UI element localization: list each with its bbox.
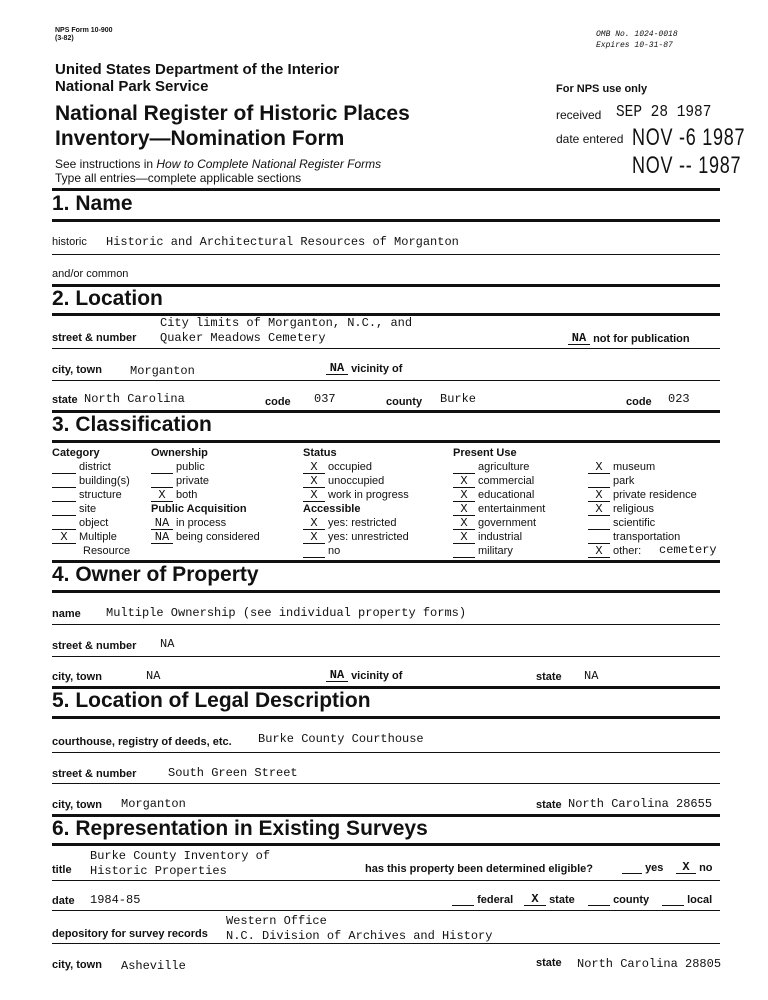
survey-title-label: title [52, 864, 72, 876]
checkbox-blank[interactable] [52, 461, 76, 474]
ownership-heading: Ownership [151, 447, 208, 459]
rule [52, 656, 720, 657]
form-title-line1: National Register of Historic Places [55, 102, 410, 125]
checkbox-label: public [176, 461, 205, 473]
checkbox-option[interactable] [453, 530, 522, 544]
checkbox-label: agriculture [478, 461, 530, 473]
checkbox-option[interactable] [303, 544, 340, 558]
county-value: Burke [440, 392, 477, 406]
checkbox-blank[interactable]: X [303, 461, 325, 474]
checkbox-label: work in progress [328, 489, 409, 501]
checkbox-blank[interactable]: X [151, 489, 173, 502]
checkbox-option[interactable] [52, 460, 111, 474]
checkbox-label: transportation [613, 531, 681, 543]
not-for-publication: NA not for publication [568, 332, 690, 345]
checkbox-label: museum [613, 461, 656, 473]
checkbox-label: building(s) [79, 475, 130, 487]
legal-state-value: North Carolina 28655 [568, 797, 713, 811]
vicinity-blank: NA [326, 362, 348, 375]
checkbox-blank[interactable] [52, 489, 76, 502]
date-entered-stamp-2: NOV ‑‑ 1987 [632, 152, 742, 179]
checkbox-label: government [478, 517, 537, 529]
present-use-heading: Present Use [453, 447, 517, 459]
department-name: United States Department of the Interior [55, 61, 340, 78]
checkbox-option[interactable] [52, 516, 108, 530]
checkbox-blank[interactable]: X [303, 531, 325, 544]
depository-state-label: state [536, 957, 562, 969]
checkbox-blank[interactable]: X [588, 489, 610, 502]
no-blank: X [676, 861, 696, 874]
checkbox-option[interactable] [52, 502, 96, 516]
state-blank: X [524, 893, 546, 906]
city-value: Morganton [130, 364, 195, 378]
eligible-question: has this property been determined eligible? [365, 863, 593, 875]
checkbox-option[interactable] [588, 474, 634, 488]
checkbox-label: being considered [176, 531, 260, 543]
depository-line2: N.C. Division of Archives and History [226, 929, 493, 943]
section-1-heading: 1. Name [52, 192, 133, 215]
owner-state-label: state [536, 671, 562, 683]
checkbox-label: Multiple [79, 531, 117, 543]
checkbox-label: religious [613, 503, 654, 515]
checkbox-blank[interactable]: X [588, 545, 610, 558]
checkbox-blank[interactable]: X [303, 517, 325, 530]
checkbox-label: yes: restricted [328, 517, 397, 529]
owner-name-label: name [52, 608, 81, 620]
rule [52, 880, 720, 881]
state-value: North Carolina [84, 392, 185, 406]
checkbox-blank[interactable]: NA [151, 531, 173, 544]
checkbox-label: industrial [478, 531, 523, 543]
owner-street-label: street & number [52, 640, 137, 652]
level-federal: federal [452, 893, 513, 906]
state-label: state [52, 394, 78, 406]
eligible-no: X no [676, 861, 713, 874]
checkbox-label: yes: unrestricted [328, 531, 409, 543]
nfp-blank: NA [568, 332, 590, 345]
section-3-heading: 3. Classification [52, 413, 212, 436]
level-state: X state [524, 893, 575, 906]
county-label: county [386, 396, 423, 408]
checkbox-option[interactable] [303, 460, 372, 474]
checkbox-option[interactable] [151, 516, 226, 530]
rule [52, 380, 720, 381]
checkbox-label: no [328, 545, 341, 557]
category-extra: Resource [83, 545, 131, 557]
legal-city-value: Morganton [121, 797, 186, 811]
checkbox-option[interactable] [453, 544, 513, 558]
depository-state-value: North Carolina 28805 [577, 957, 722, 971]
checkbox-blank[interactable]: X [588, 461, 610, 474]
survey-date-value: 1984-85 [90, 893, 141, 907]
city-label: city, town [52, 364, 102, 376]
checkbox-blank[interactable] [588, 531, 610, 544]
owner-city-label: city, town [52, 671, 102, 683]
local-blank [662, 893, 684, 906]
vicinity: NA vicinity of [326, 362, 402, 375]
form-title-line2: Inventory—Nomination Form [55, 127, 345, 150]
checkbox-option[interactable] [303, 488, 409, 502]
checkbox-blank[interactable] [52, 517, 76, 530]
courthouse-value: Burke County Courthouse [258, 732, 424, 746]
checkbox-option[interactable] [151, 474, 209, 488]
checkbox-blank[interactable] [588, 517, 610, 530]
section-3-rule [52, 440, 720, 443]
instructions-line1: See instructions in How to Complete National Register Forms [55, 157, 382, 171]
checkbox-option[interactable] [52, 474, 130, 488]
checkbox-option[interactable] [52, 530, 117, 544]
checkbox-blank[interactable]: X [303, 489, 325, 502]
checkbox-label: in process [176, 517, 227, 529]
depository-label: depository for survey records [52, 928, 208, 940]
street-line2: Quaker Meadows Cemetery [160, 331, 326, 345]
checkbox-blank[interactable] [52, 475, 76, 488]
section-4-heading: 4. Owner of Property [52, 563, 259, 586]
legal-street-label: street & number [52, 768, 137, 780]
checkbox-option[interactable] [588, 516, 655, 530]
checkbox-option[interactable] [453, 488, 534, 502]
historic-label: historic [52, 236, 87, 248]
street-line1: City limits of Morganton, N.C., and [160, 316, 413, 330]
owner-city-value: NA [146, 669, 161, 683]
date-entered-stamp: NOV -6 1987 [632, 124, 746, 151]
checkbox-option[interactable] [52, 488, 122, 502]
section-5-heading: 5. Location of Legal Description [52, 689, 371, 712]
service-name: National Park Service [55, 78, 209, 95]
county-blank [588, 893, 610, 906]
level-local: local [662, 893, 712, 906]
owner-state-value: NA [584, 669, 599, 683]
survey-title-line1: Burke County Inventory of [90, 849, 271, 863]
checkbox-option[interactable] [588, 544, 641, 558]
eligible-yes: yes [622, 861, 663, 874]
checkbox-label: commercial [478, 475, 535, 487]
checkbox-option[interactable] [151, 530, 260, 544]
checkbox-label: object [79, 517, 109, 529]
legal-city-label: city, town [52, 799, 102, 811]
checkbox-option[interactable] [588, 488, 697, 502]
checkbox-label: private residence [613, 489, 697, 501]
checkbox-option[interactable] [453, 460, 529, 474]
checkbox-blank[interactable] [303, 545, 325, 558]
checkbox-option[interactable] [453, 474, 534, 488]
checkbox-blank[interactable] [453, 461, 475, 474]
checkbox-option[interactable] [453, 516, 536, 530]
level-county: county [588, 893, 649, 906]
accessible-heading: Accessible [303, 503, 361, 515]
owner-vicinity-blank: NA [326, 669, 348, 682]
checkbox-label: scientific [613, 517, 656, 529]
section-6-rule [52, 843, 720, 846]
depository-city-label: city, town [52, 959, 102, 971]
checkbox-label: military [478, 545, 513, 557]
checkbox-blank[interactable] [151, 475, 173, 488]
rule [52, 910, 720, 911]
rule [52, 624, 720, 625]
checkbox-blank[interactable]: X [588, 503, 610, 516]
acquisition-heading: Public Acquisition [151, 503, 247, 515]
checkbox-option[interactable] [303, 530, 409, 544]
checkbox-blank[interactable]: X [453, 503, 475, 516]
checkbox-label: occupied [328, 461, 373, 473]
checkbox-label: educational [478, 489, 535, 501]
common-label: and/or common [52, 268, 129, 280]
owner-street-value: NA [160, 637, 175, 651]
federal-blank [452, 893, 474, 906]
historic-value: Historic and Architectural Resources of Morganton [106, 235, 459, 249]
checkbox-option[interactable] [453, 502, 545, 516]
other-value: cemetery [659, 543, 717, 557]
code2-value: 023 [668, 392, 690, 406]
survey-title-line2: Historic Properties [90, 864, 227, 878]
rule [52, 254, 720, 255]
checkbox-label: private [176, 475, 210, 487]
section-5-rule [52, 716, 720, 719]
checkbox-option[interactable] [151, 460, 205, 474]
section-2-heading: 2. Location [52, 287, 163, 310]
rule [52, 348, 720, 349]
omb-number: OMB No. 1024-0018 [596, 30, 678, 39]
form-number: NPS Form 10-900 [55, 27, 113, 34]
section-4-rule [52, 590, 720, 593]
date-entered-label: date entered [556, 132, 624, 146]
owner-vicinity: NA vicinity of [326, 669, 402, 682]
checkbox-option[interactable] [588, 530, 680, 544]
code-value: 037 [314, 392, 336, 406]
code2-label: code [626, 396, 652, 408]
legal-street-value: South Green Street [168, 766, 298, 780]
checkbox-blank[interactable]: X [453, 489, 475, 502]
checkbox-blank[interactable] [453, 545, 475, 558]
depository-city-value: Asheville [121, 959, 186, 973]
form-date: (3-82) [55, 35, 74, 42]
checkbox-blank[interactable]: X [52, 531, 76, 544]
category-heading: Category [52, 447, 100, 459]
checkbox-label: park [613, 475, 635, 487]
rule [52, 943, 720, 944]
status-heading: Status [303, 447, 337, 459]
street-label: street & number [52, 332, 137, 344]
checkbox-blank[interactable] [151, 461, 173, 474]
checkbox-option[interactable] [303, 516, 396, 530]
section-1-rule [52, 219, 720, 222]
checkbox-label: unoccupied [328, 475, 385, 487]
checkbox-blank[interactable]: NA [151, 517, 173, 530]
checkbox-label: other: [613, 545, 642, 557]
checkbox-option[interactable] [303, 474, 384, 488]
rule [52, 783, 720, 784]
checkbox-option[interactable] [588, 502, 654, 516]
yes-blank [622, 861, 642, 874]
checkbox-label: site [79, 503, 97, 515]
checkbox-option[interactable] [588, 460, 655, 474]
checkbox-blank[interactable]: X [453, 531, 475, 544]
courthouse-label: courthouse, registry of deeds, etc. [52, 736, 232, 748]
checkbox-option[interactable] [151, 488, 197, 502]
checkbox-label: entertainment [478, 503, 546, 515]
checkbox-label: structure [79, 489, 122, 501]
received-label: received [556, 108, 602, 122]
nps-use-heading: For NPS use only [556, 83, 648, 95]
rule [52, 752, 720, 753]
checkbox-blank[interactable]: X [303, 475, 325, 488]
legal-state-label: state [536, 799, 562, 811]
checkbox-label: both [176, 489, 198, 501]
omb-expires: Expires 10-31-87 [596, 41, 673, 50]
checkbox-blank[interactable] [52, 503, 76, 516]
owner-name-value: Multiple Ownership (see individual property forms) [106, 606, 467, 620]
checkbox-blank[interactable]: X [453, 475, 475, 488]
received-stamp: SEP 28 1987 [616, 103, 712, 122]
depository-line1: Western Office [226, 914, 327, 928]
code-label: code [265, 396, 291, 408]
section-6-heading: 6. Representation in Existing Surveys [52, 817, 428, 840]
checkbox-blank[interactable] [588, 475, 610, 488]
checkbox-label: district [79, 461, 111, 473]
header-rule [52, 188, 720, 191]
checkbox-blank[interactable]: X [453, 517, 475, 530]
instructions-line2: Type all entries—complete applicable sections [55, 171, 302, 185]
survey-date-label: date [52, 895, 75, 907]
